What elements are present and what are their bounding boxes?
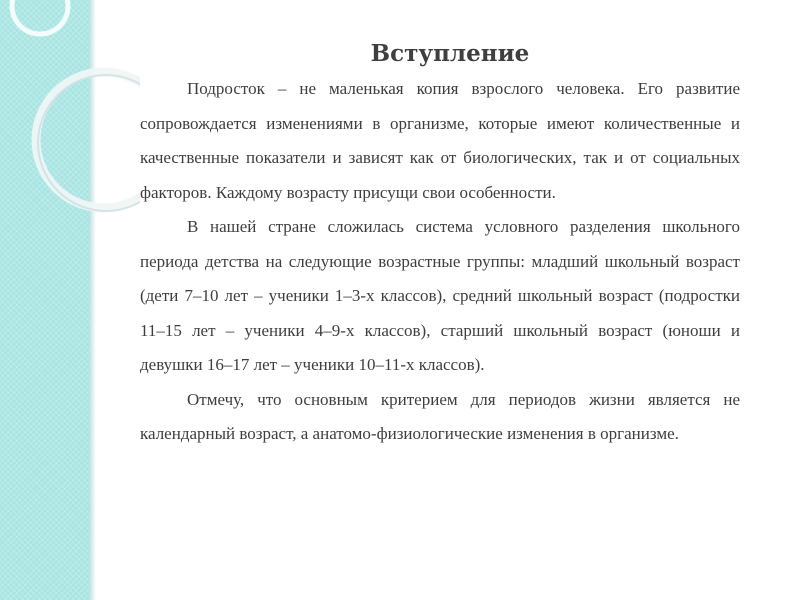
slide-body <box>140 72 740 452</box>
decorative-rings <box>0 0 140 600</box>
top-ring-icon <box>12 0 68 34</box>
paragraph-intro: Подросток – не маленькая копия взрослого человека. Его развитие сопровождается изменениями в организме, которые имеют количественные и качественные показатели и зависят как от биологических, так и от социальных факторов. Каждому возрасту присущи свои особенности. <box>140 79 740 202</box>
large-ring-icon <box>36 72 140 208</box>
slide-title: Вступление <box>370 40 530 67</box>
paragraph-criterion: Отмечу, что основным критерием для периодов жизни является не календарный возраст, а анатомо-физиологические изменения в организме. <box>140 389 740 443</box>
paragraph-age-groups: В нашей стране сложилась система условного разделения школьного периода детства на следующие возрастные группы: младший школьный возраст (дети 7–10 лет – ученики 1–3-х классов), средний школьный возраст (подростки 11–15 лет – ученики 4–9-х классов), старший школьный возраст (юноши и девушки 16–17 лет – ученики 10–11-х классов). <box>140 217 740 374</box>
